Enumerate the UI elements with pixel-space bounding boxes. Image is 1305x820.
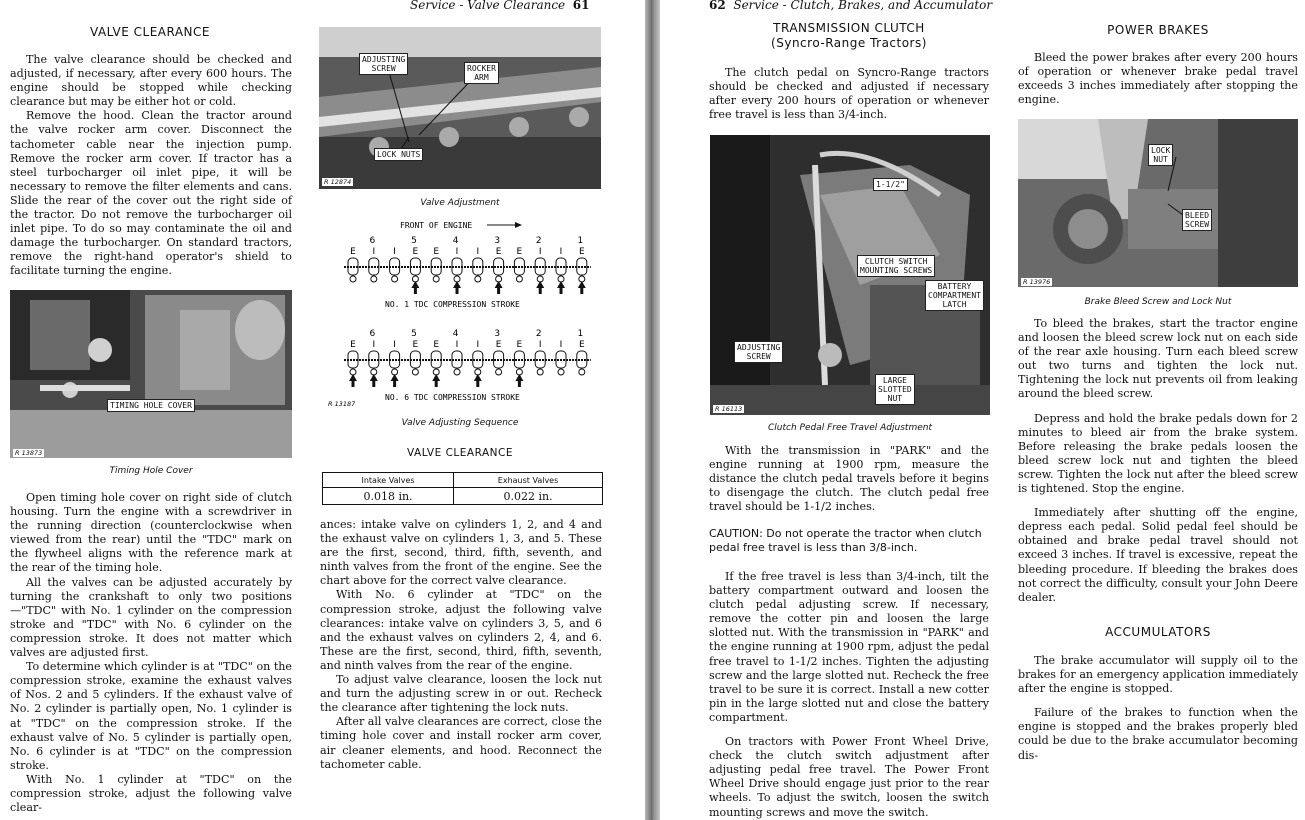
clutch-adjustment-image (710, 135, 990, 415)
front-of-engine-label: FRONT OF ENGINE (400, 221, 473, 230)
valve-letter: I (476, 247, 480, 257)
paragraph: With No. 6 cylinder at "TDC" on the compression stroke, adjust the following valve clearances: intake valve on cylinders 3, 5, and 6 and the exhaust valves on cylinders 2, 4, and 6. These are the first, second, third, fifth, seventh, and ninth valves from the rear of the engine. (320, 588, 602, 672)
accumulators-text (1018, 654, 1298, 763)
valve-letter: E (495, 247, 502, 257)
valve-clearance-table-heading: VALVE CLEARANCE (407, 447, 513, 459)
clutch-switch-screws-label: CLUTCH SWITCH MOUNTING SCREWS (857, 255, 935, 277)
tdc6-label: NO. 6 TDC COMPRESSION STROKE (385, 393, 520, 402)
paragraph: The valve clearance should be checked and adjusted, if necessary, after every 600 hours. The engine should be stopped while checking clearance but may be either hot or cold. (10, 53, 292, 109)
valve-letter: I (476, 340, 480, 350)
bleed-screw-label: BLEED SCREW (1182, 209, 1212, 231)
figure-ref-number: R 13187 (328, 400, 356, 408)
valve-letter: I (372, 247, 376, 257)
page-number-62: 62 (709, 0, 726, 12)
valve-stem (516, 276, 522, 282)
paragraph: Failure of the brakes to function when the engine is stopped and the brakes properly bled could be due to the brake accumulator becoming dis- (1018, 706, 1298, 762)
valve-adjustment-photo (319, 27, 601, 189)
cylinder-number: 6 (369, 236, 376, 246)
valve-stem (371, 276, 377, 282)
valve-letter: I (559, 247, 563, 257)
book-gutter (645, 0, 660, 820)
valve-letter: E (433, 247, 440, 257)
valve-letter: I (455, 247, 459, 257)
valve-stem (579, 369, 585, 375)
figure-ref-number: R 12874 (324, 178, 352, 186)
adjust-arrow (411, 281, 419, 294)
valve-stem (475, 276, 481, 282)
left-page (0, 0, 645, 820)
adjust-arrow (391, 374, 399, 387)
rocker-arm-label: ROCKER ARM (464, 62, 499, 84)
lock-nuts-label: LOCK NUTS (374, 148, 423, 161)
paragraph: The brake accumulator will supply oil to the brakes for an emergency application immediately after the engine is stopped. (1018, 654, 1298, 696)
clutch-intro-text (709, 66, 989, 122)
paragraph: To bleed the brakes, start the tractor engine and loosen the bleed screw lock nut on each side of the rear axle housing. Turn each bleed screw out two turns and tighten the lock nut. Tightening the lock nut prevents oil from leaking around the bleed screw. (1018, 317, 1298, 401)
clutch-adjustment-photo (710, 135, 990, 415)
valve-letter: I (393, 247, 396, 257)
paragraph: If the free travel is less than 3/4-inch, tilt the battery compartment outward and loosen the clutch pedal adjusting screw. If necessary, remove the cotter pin and loosen the large slotted nut. With the transmission in "PARK" and the engine running at 1900 rpm, adjust the pedal free travel to 1-1/2 inches. Tighten the adjusting screw and the large slotted nut. Recheck the free travel to be sure it is correct. Install a new cotter pin in the large slotted nut and close the battery compartment. (709, 570, 989, 724)
valve-sequence-caption: Valve Adjusting Sequence (401, 418, 519, 428)
clutch-adjust-text (709, 570, 989, 820)
valve-adjustment-image (319, 27, 601, 189)
valve-stem (558, 369, 564, 375)
paragraph: The clutch pedal on Syncro-Range tractors should be checked and adjusted if necessary after every 200 hours of operation or whenever free travel is less than 3/4-inch. (709, 66, 989, 122)
transmission-clutch-heading: TRANSMISSION CLUTCH (773, 21, 925, 35)
col2-text (320, 518, 602, 772)
valve-stem (496, 369, 502, 375)
exhaust-clearance-value: 0.022 in. (454, 488, 603, 505)
cylinder-number: 5 (411, 329, 417, 339)
valve-letter: E (495, 340, 502, 350)
paragraph: With No. 1 cylinder at "TDC" on the compression stroke, adjust the following valve clear- (10, 772, 292, 815)
clutch-measure-text (709, 444, 989, 514)
valve-letter: E (350, 247, 356, 257)
valve-letter: E (412, 340, 419, 350)
valve-letter: I (372, 340, 376, 350)
valve-letter: I (538, 340, 542, 350)
free-travel-label: 1-1/2" (873, 178, 908, 191)
valve-letter: I (559, 340, 563, 350)
paragraph: All the valves can be adjusted accurately by turning the crankshaft to only two positions—"TDC" with No. 1 cylinder on the compression stroke and "TDC" with No. 6 cylinder on the compression stroke. It does not matter which valves are adjusted first. (10, 575, 292, 660)
tdc1-label: NO. 1 TDC COMPRESSION STROKE (385, 300, 520, 309)
cylinder-number: 2 (535, 236, 542, 246)
clutch-photo-caption: Clutch Pedal Free Travel Adjustment (768, 423, 932, 433)
paragraph: Open timing hole cover on right side of clutch housing. Turn the engine with a screwdriver in the running direction (counterclockwise when viewed from the rear) until the "TDC" mark on the flywheel aligns with the reference mark at the rear of the timing hole. (10, 491, 292, 575)
front-arrow-head (515, 222, 522, 228)
cylinder-number: 1 (577, 329, 584, 339)
running-head-right: 62 Service - Clutch, Brakes, and Accumulator (709, 0, 993, 12)
adjust-arrow (578, 281, 586, 294)
adjust-arrow (432, 374, 440, 387)
paragraph: Immediately after shutting off the engine, depress each pedal. Solid pedal feel should be obtained and brake pedal travel should not exceed 3 inches. If travel is excessive, repeat the bleeding procedure. If bleeding the brakes does not correct the difficulty, consult your John Deere dealer. (1018, 506, 1298, 604)
figure-ref-number: R 13976 (1023, 278, 1051, 286)
valve-letter: I (455, 340, 459, 350)
valve-letter: E (350, 340, 356, 350)
adjusting-screw-label: ADJUSTING SCREW (734, 341, 783, 363)
valve-adjustment-caption: Valve Adjustment (420, 198, 500, 208)
valve-letter: E (578, 247, 585, 257)
brakes-intro-text (1018, 51, 1298, 107)
cylinder-number: 3 (494, 236, 501, 246)
timing-hole-image (10, 290, 292, 458)
adjust-arrow (370, 374, 378, 387)
valve-letter: I (393, 340, 396, 350)
caution-note: CAUTION: Do not operate the tractor when clutch pedal free travel is less than 3/8-inch. (709, 527, 982, 554)
timing-hole-cover-label: TIMING HOLE COVER (107, 399, 195, 412)
adjusting-screw-label: ADJUSTING SCREW (359, 53, 408, 75)
paragraph: Remove the hood. Clean the tractor around the valve rocker arm cover. Disconnect the tachometer cable near the injection pump. Remove the rocker arm cover. If tractor has a steel turbocharger oil inlet pipe, it will be necessary to remove the filter elements and cans. Slide the rear of the cover out the right side of the tractor. Do not remove the turbocharger oil inlet pipe. To do so may contaminate the oil and damage the turbocharger. On standard tractors, remove the right-hand operator's shield to facilitate turning the engine. (10, 109, 292, 278)
syncro-range-subheading: (Syncro-Range Tractors) (771, 36, 927, 50)
adjust-arrow (557, 281, 565, 294)
timing-hole-caption: Timing Hole Cover (109, 466, 193, 476)
running-head-left: Service - Valve Clearance 61 (410, 0, 590, 12)
valve-stem (537, 369, 543, 375)
cylinder-number: 4 (452, 329, 459, 339)
brakes-text (1018, 317, 1298, 605)
adjust-arrow (515, 374, 523, 387)
valve-sequence-diagram (325, 216, 595, 411)
adjust-arrow (453, 281, 461, 294)
paragraph: Depress and hold the brake pedals down for 2 minutes to bleed air from the brake system. Before releasing the brake pedals loosen the bleed screw lock nut and tighten the bleed screw. Tighten the lock nut after the bleed screw is tightened. Stop the engine. (1018, 411, 1298, 496)
valve-stem (392, 276, 398, 282)
cylinder-number: 1 (577, 236, 584, 246)
cylinder-number: 6 (369, 329, 376, 339)
lock-nut-label: LOCK NUT (1148, 144, 1173, 166)
valve-letter: E (516, 247, 523, 257)
cylinder-number: 3 (494, 329, 501, 339)
valve-clearance-heading: VALVE CLEARANCE (90, 25, 210, 39)
paragraph: On tractors with Power Front Wheel Drive, check the clutch switch adjustment after adjusting pedal free travel. The Power Front Wheel Drive should engage just prior to the rear wheels. To adjust the switch, loosen the switch mounting screws and move the switch. (709, 735, 989, 819)
valve-stem (412, 369, 418, 375)
paragraph: To determine which cylinder is at "TDC" on the compression stroke, examine the exhaust valves of Nos. 2 and 5 cylinders. If the exhaust valve of No. 2 cylinder is partially open, No. 1 cylinder is at "TDC" on the compression stroke. If the exhaust valve of No. 5 cylinder is partially open, No. 6 cylinder is at "TDC" on the compression stroke. (10, 660, 292, 772)
adjust-arrow (495, 281, 503, 294)
accumulators-heading: ACCUMULATORS (1105, 625, 1211, 639)
large-slotted-nut-label: LARGE SLOTTED NUT (875, 374, 915, 405)
cylinder-number: 2 (535, 329, 542, 339)
exhaust-valves-header: Exhaust Valves (454, 473, 603, 488)
cylinder-number: 4 (452, 236, 459, 246)
valve-letter: E (578, 340, 585, 350)
valve-letter: E (412, 247, 419, 257)
col1-lower-text (10, 491, 292, 815)
timing-hole-photo (10, 290, 292, 458)
figure-ref-number: R 16113 (715, 405, 743, 413)
brake-bleed-photo (1018, 119, 1298, 287)
paragraph: With the transmission in "PARK" and the engine running at 1900 rpm, measure the distance the clutch pedal travels before it begins to disengage the clutch. The clutch pedal free travel should be 1-1/2 inches. (709, 444, 989, 514)
adjust-arrow (474, 374, 482, 387)
page-number-61: 61 (572, 0, 590, 12)
valve-stem (350, 276, 356, 282)
figure-ref-number: R 13873 (15, 449, 43, 457)
intake-clearance-value: 0.018 in. (323, 488, 454, 505)
valve-stem (433, 276, 439, 282)
valve-letter: I (538, 247, 542, 257)
paragraph: Bleed the power brakes after every 200 hours of operation or whenever brake pedal travel exceeds 3 inches immediately after stopping the engine. (1018, 51, 1298, 107)
paragraph: ances: intake valve on cylinders 1, 2, and 4 and the exhaust valve on cylinders 1, 3, and 5. These are the first, second, third, fifth, seventh, and ninth valves from the front of the engine. See the chart above for the correct valve clearance. (320, 518, 602, 588)
valve-clearance-table (322, 472, 603, 505)
paragraph: After all valve clearances are correct, close the timing hole cover and install rocker arm cover, air cleaner elements, and hood. Reconnect the tachometer cable. (320, 715, 602, 771)
valve-letter: E (516, 340, 523, 350)
col1-upper-text (10, 53, 292, 279)
valve-letter: E (433, 340, 440, 350)
intake-valves-header: Intake Valves (323, 473, 454, 488)
brake-photo-caption: Brake Bleed Screw and Lock Nut (1084, 297, 1232, 307)
adjust-arrow (349, 374, 357, 387)
right-page (660, 0, 1305, 820)
cylinder-number: 5 (411, 236, 417, 246)
adjust-arrow (536, 281, 544, 294)
power-brakes-heading: POWER BRAKES (1107, 23, 1209, 37)
paragraph: To adjust valve clearance, loosen the lock nut and turn the adjusting screw in or out. Recheck the clearance after tightening the lock nuts. (320, 673, 602, 715)
battery-compartment-latch-label: BATTERY COMPARTMENT LATCH (925, 280, 984, 311)
valve-stem (454, 369, 460, 375)
